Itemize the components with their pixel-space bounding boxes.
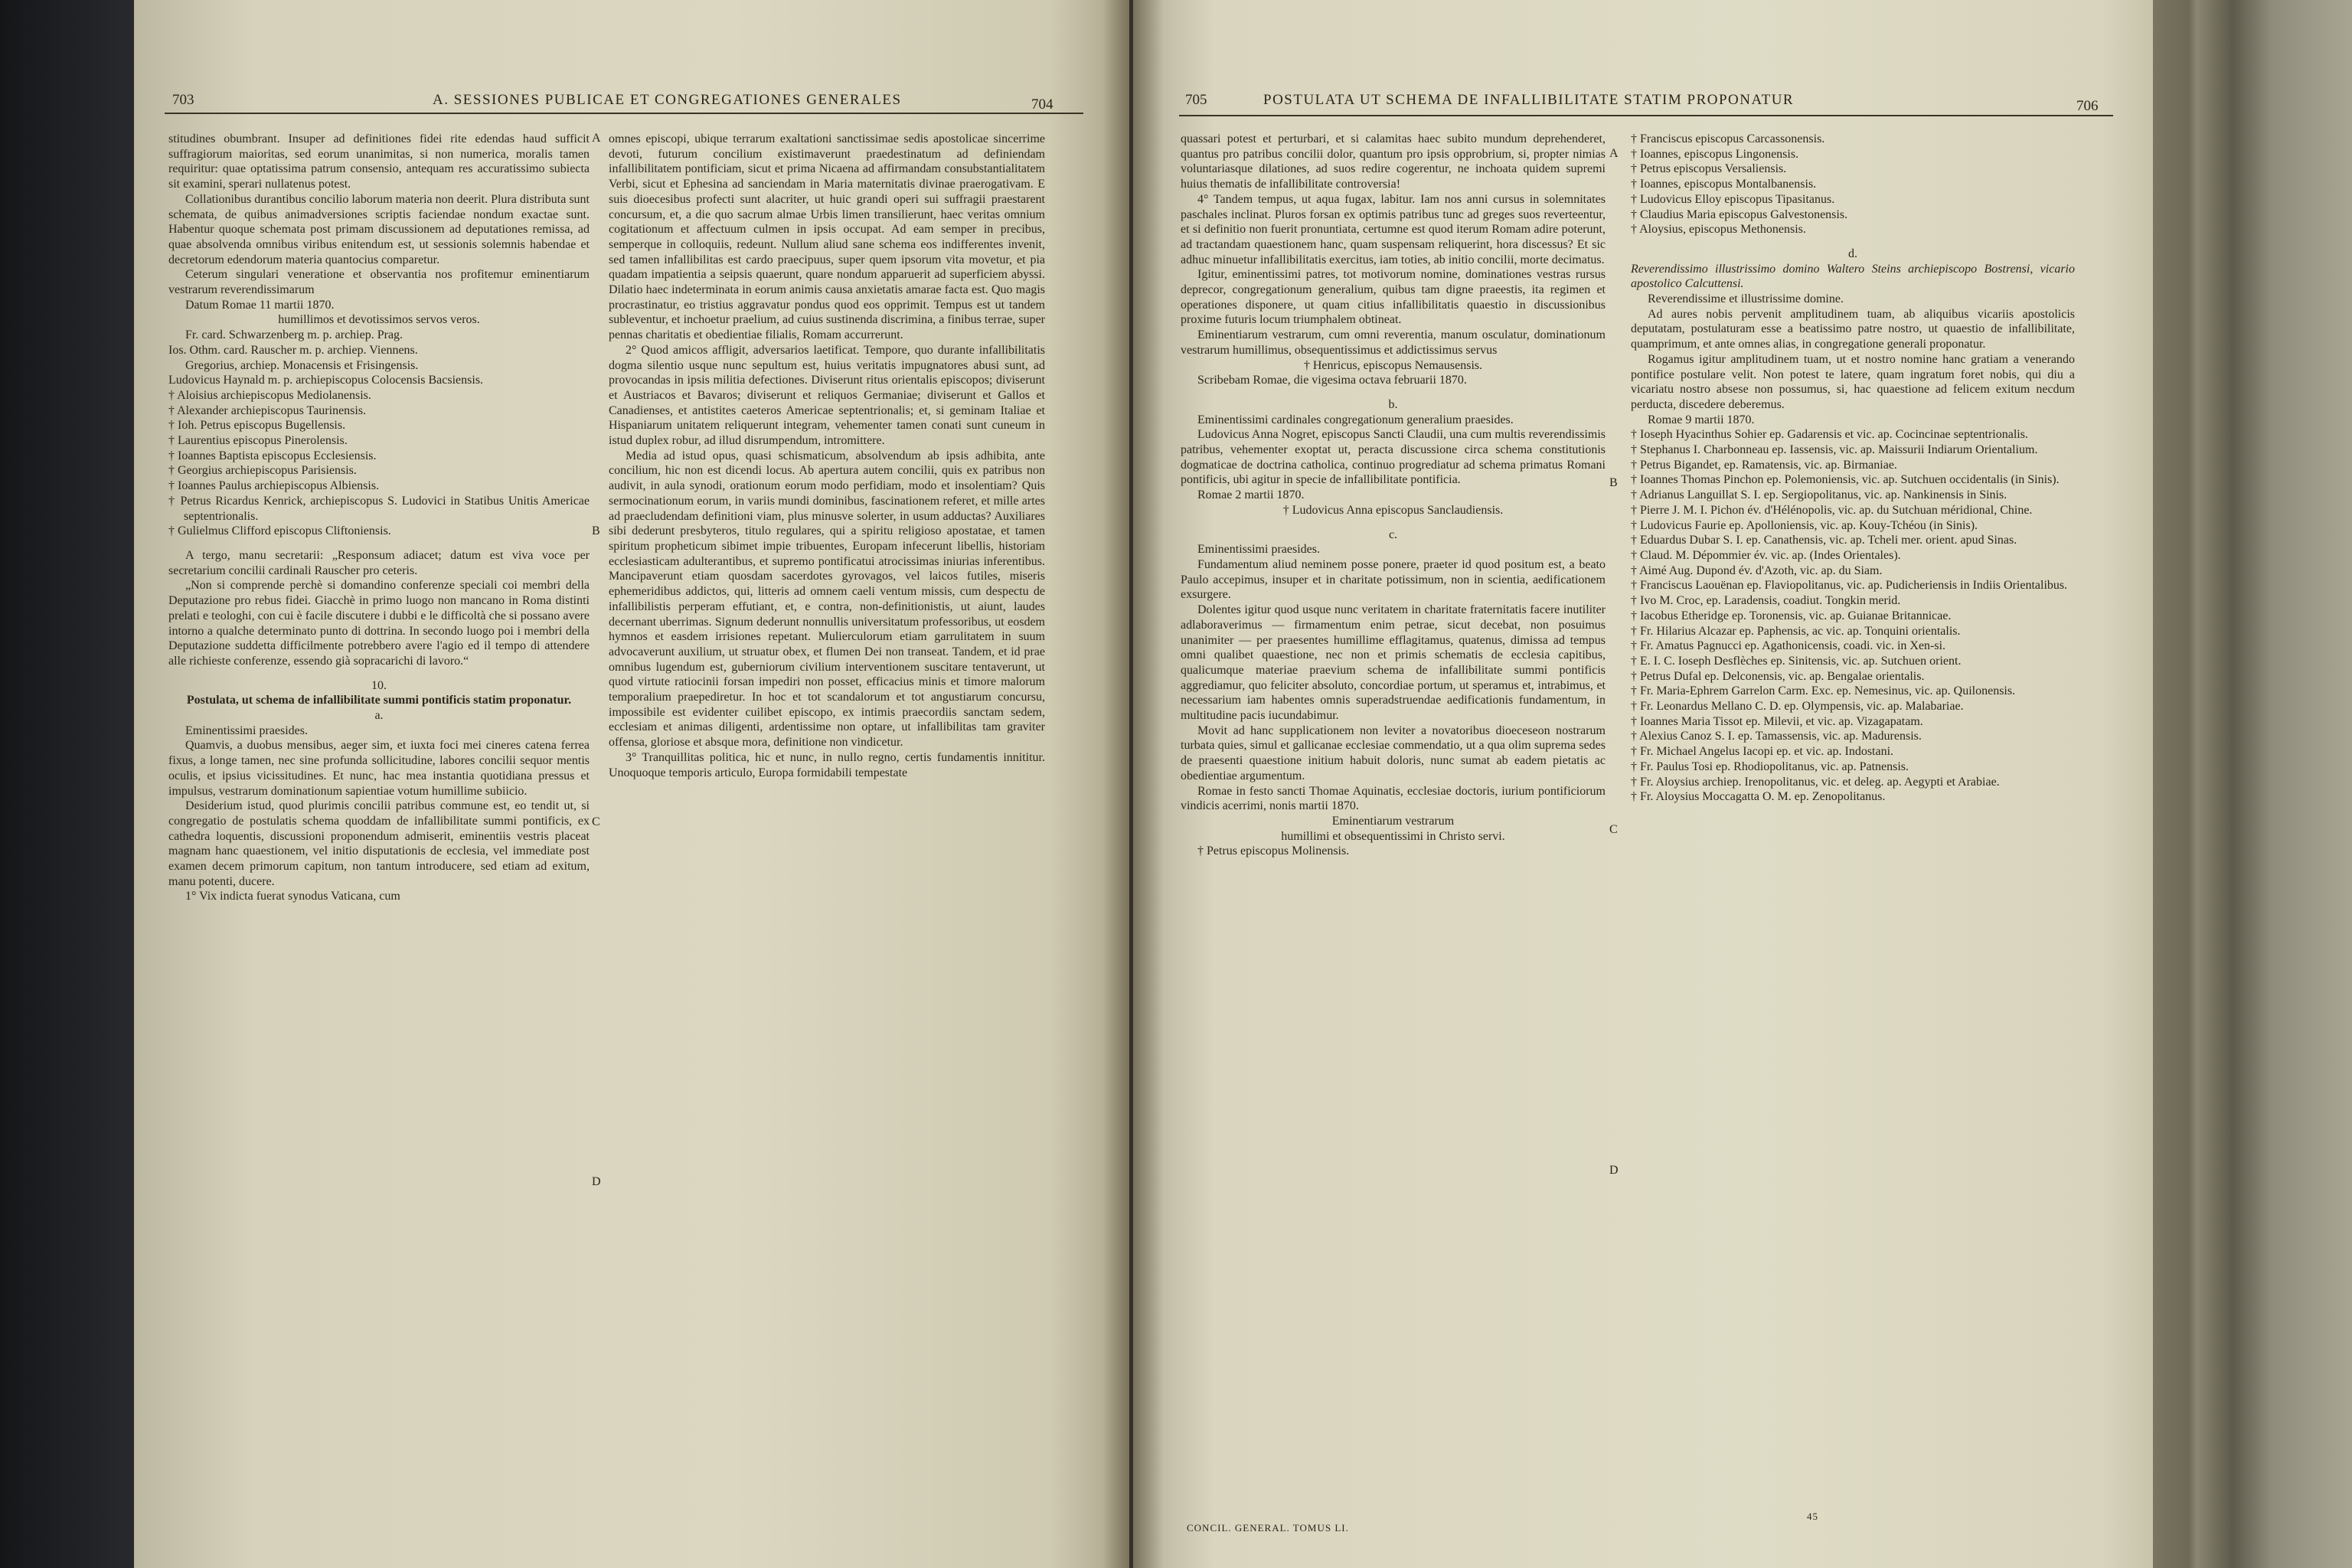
page-number-right: 704 <box>1031 96 1054 113</box>
paragraph: b. <box>1388 397 1398 411</box>
signature-line: † Ioannes Thomas Pinchon ep. Polemoniensis, vic. ap. Sutchuen occidentalis (in Sinis). <box>1631 473 2060 487</box>
signature-line: † Claud. M. Dépommier év. vic. ap. (Indes Orientales). <box>1631 548 1901 562</box>
book-gutter <box>1102 0 1164 1568</box>
signature-line: † Franciscus Laouënan ep. Flaviopolitanus, vic. ap. Pudicheriensis in Indiis Orientalibus. <box>1631 579 2068 593</box>
signature-line: † Laurentius episcopus Pinerolensis. <box>168 434 348 448</box>
paragraph: Igitur, eminentissimi patres, tot motivorum nomine, dominationes vestras rursus deprecor, congregationum generalium, quibus tam digne praeestis, ita regimen et operationes disponere, ut quam citius infallibilitatis quaestio in discussionibus proxime futuris locum triumphalem obtineat. <box>1181 268 1606 327</box>
paragraph: Romae 2 martii 1870. <box>1197 488 1305 502</box>
paragraph: Rogamus igitur amplitudinem tuam, ut et nostro nomine hanc gratiam a venerando pontifice postulare velit. Non potest te latere, quam ingratum foret nobis, qui diu a vicariatu nostro absese non possumus, si, hac quaestione ad felicem exitum necdum perducta, discedere deberemus. <box>1631 352 2075 411</box>
paragraph: Romae in festo sancti Thomae Aquinatis, ecclesiae doctoris, iurium pontificiorum vindicis acerrimi, nonis martii 1870. <box>1181 784 1606 813</box>
section-title: Postulata, ut schema de infallibilitate summi pontificis statim proponatur. <box>186 694 572 707</box>
paragraph: „Non si comprende perchè si domandino conferenze speciali coi membri della Deputazione pro rebus fidei. Giacchè in primo luogo non mancano in Roma distinti prelati e teologhi, con cui è facile discutere i dubbi e le difficoltà che si possano avere intorno a qualche determinato punto di dottrina. In secondo luogo poi i membri della Deputazione suddetta difficilmente potrebbero avere l'agio ed il tempo di attendere alle richieste conferenze, essendo già sopracarichi di lavoro.“ <box>168 579 590 668</box>
paragraph: Eminentissimi praesides. <box>1197 543 1320 557</box>
page-number-left: 703 <box>172 92 194 108</box>
signature-line: † Ioannes Baptista episcopus Ecclesiensis. <box>168 449 377 462</box>
paragraph: quassari potest et perturbari, et si calamitas haec subito mundum deprehenderet, quantus pro patribus concilii dolor, quantum pro ipsis opprobrium, si, propter nimias voluntariasque dilationes, ad suos redire cogerentur, ne inchoata quidem supremi huius thematis de infallibilitate controversia! <box>1181 132 1606 191</box>
spacer <box>1181 518 1606 528</box>
paragraph: Eminentiarum vestrarum, cum omni reverentia, manum osculatur, dominationum vestrarum humillimus, obsequentissimus et addictissimus servus <box>1181 328 1606 357</box>
paragraph: Gregorius, archiep. Monacensis et Frisingensis. <box>185 358 419 372</box>
paragraph: Ios. Othm. card. Rauscher m. p. archiep. Viennens. <box>168 343 418 357</box>
signature-line: † Fr. Leonardus Mellano C. D. ep. Olympensis, vic. ap. Malabariae. <box>1631 700 1964 714</box>
signature-line: † Ivo M. Croc, ep. Laradensis, coadiut. Tongkin merid. <box>1631 594 1901 608</box>
signature-line: † Aloisius archiepiscopus Mediolanensis. <box>168 388 371 402</box>
text-column-right <box>609 132 1045 780</box>
paragraph: Quamvis, a duobus mensibus, aeger sim, et iuxta foci mei cineres catena ferrea fixus, a longe tamen, nec sine profunda sollicitudine, labores concilii sequor mentis oculis, et ipsius vicissitudines. Et nunc, hac mea instantia quotidiana pressus et impulsus, vestrarum dominationum sapientiae votum humillime subiicio. <box>168 739 590 798</box>
paragraph: Ceterum singulari veneratione et observantia nos profitemur eminentiarum vestrarum reverendissimarum <box>168 268 590 297</box>
paragraph: Movit ad hanc supplicationem non leviter a novatoribus dioeceseon nostrarum turbata quies, simul et gallicanae ecclesiae commendatio, ut a qua olim suprema sedes de praesenti quaestione initium habuit doloris, nunc sumat ab eadem pietatis ac obedientiae argumentum. <box>1181 724 1606 782</box>
signature-line: † Alexander archiepiscopus Taurinensis. <box>168 403 367 417</box>
paragraph: Ludovicus Haynald m. p. archiepiscopus Colocensis Bacsiensis. <box>168 374 484 387</box>
signature-line: † Ioseph Hyacinthus Sohier ep. Gadarensis et vic. ap. Cocincinae septentrionalis. <box>1631 428 2028 442</box>
margin-marker-c: C <box>1609 823 1618 836</box>
signature-line: † Franciscus episcopus Carcassonensis. <box>1631 132 1825 145</box>
footer-volume: CONCIL. GENERAL. TOMUS LI. <box>1187 1522 1349 1534</box>
signature-line: † Claudius Maria episcopus Galvestonensis. <box>1631 207 1848 221</box>
signature-line: † Fr. Michael Angelus Iacopi ep. et vic. ap. Indostani. <box>1631 745 1894 759</box>
signature-line: † Petrus Ricardus Kenrick, archiepiscopus S. Ludovici in Statibus Unitis Americae septentrionalis. <box>168 494 590 523</box>
margin-marker-d: D <box>592 1175 601 1188</box>
signature-line: † Petrus Dufal ep. Delconensis, vic. ap. Bengalae orientalis. <box>1631 669 1925 683</box>
paragraph: Datum Romae 11 martii 1870. <box>185 298 335 312</box>
book-edge-background <box>2153 0 2352 1568</box>
paragraph: Dolentes igitur quod usque nunc veritatem in charitate fraternitatis facere inutiliter adlaboraverimus — firmamentum enim petrae, sicut decebat, non posuimus unanimiter — per praesentes humillime efflagitamus, quatenus, dimissa ad tempus omni qualibet quaestione, nec non et primis schematis de ecclesia capitibus, qualicumque materiae praevium schema de infallibilitate summi pontificis aggrediamur, quo feliciter absoluto, concordiae portum, ut speramus et, intrabimus, et necessarium iam habentes omnis superadstruendae aedificationis fundamentum, in multitudine pacis iucundabimur. <box>1181 603 1606 723</box>
text-column-left <box>168 132 590 904</box>
paragraph: stitudines obumbrant. Insuper ad definitiones fidei rite edendas haud sufficit suffragiorum maioritas, sed eorum unanimitas, si non numerica, moralis tamen requiritur: quae optatissima patrum consensio, antequam res accuratissimo subiecta sit examini, sperari nullatenus potest. <box>168 132 590 191</box>
signature-line: † Fr. Aloysius Moccagatta O. M. ep. Zenopolitanus. <box>1631 790 1886 804</box>
paragraph: omnes episcopi, ubique terrarum exaltationi sanctissimae sedis apostolicae sincerrime devoti, futurum concilium existimaverunt praedestinatum ad definiendam infallibilitatem pontificiam, sicut et prima Nicaena ad affirmandam consubstantialitatem Verbi, sicut et Ephesina ad sanciendam in Maria maternitatis divinae praerogativam. E suis dioecesibus profecti sunt alacriter, ut huic grandi operi sui suffragii praestarent concursum, et, a die quo sacrum almae Urbis limen transilierunt, haec veritas omnium cogitationum et affectuum culmen in ipsis occupat. Ad eam semper in precibus, semperque in colloquiis, redeunt. Nullum aliud sane schema eos indifferentes invenit, sed tamen infallibilitas est cardo praecipuus, super quem ipsorum vita movetur, et pia quadam impatientia a seipsis quaerunt, quare nondum apparuerit ad superficiem abyssi. Dilatio haec indeterminata in eorum animis causa anxietatis amarae facta est. Quo magis procrastinatur, eo tristius aggravatur pondus quod eos opprimit. Tempus est ut tandem subleventur, et inchoetur praelium, ad cuius sustinenda discrimina, a finibus terrae, super pennas charitatis et obedientiae filialis, Romam accurrerunt. <box>609 132 1045 342</box>
margin-marker-d: D <box>1609 1164 1619 1177</box>
paragraph: Romae 9 martii 1870. <box>1648 413 1755 426</box>
paragraph: 2° Quod amicos affligit, adversarios laetificat. Tempore, quo durante infallibilitatis dogma silentio usque nunc sepultum est, huius veritatis impugnatores abusi sunt, ad provocandas in ipsis militia defectiones. Diviserunt ritus orientalis episcopos; diviserunt et Austriacos et Bavaros; diviserunt et reliquos Germaniae; diviserunt et Gallos et Canadienses, et antistites caeteros Americae septentrionalis; et, si geminam Italiae et Hispaniarum unitatem reliquerunt integram, vehementer tamen conati sunt cuneum in istud duplex robur, ad illud disrumpendum, intromittere. <box>609 343 1045 448</box>
paragraph: † Petrus episcopus Molinensis. <box>1197 844 1350 858</box>
left-page <box>134 0 1129 1568</box>
spacer <box>168 669 590 678</box>
page-number-right: 706 <box>2076 98 2099 114</box>
paragraph: Fr. card. Schwarzenberg m. p. archiep. Prag. <box>185 328 403 342</box>
signature-line: † Alexius Canoz S. I. ep. Tamassensis, vic. ap. Madurensis. <box>1631 730 1922 743</box>
paragraph: c. <box>1388 528 1398 541</box>
spacer <box>168 539 590 548</box>
signature-line: † Georgius archiepiscopus Parisiensis. <box>168 464 357 478</box>
paragraph: Ludovicus Anna Nogret, episcopus Sancti Claudii, una cum multis reverendissimis patribus, vehementer exoptat ut, peracta discussione circa schema constitutionis dogmaticae de doctrina catholica, continuo progrediatur ad schema primatus Romani pontificis, ubi agitur in specie de infallibilitate pontificia. <box>1181 428 1606 487</box>
signature-line: † Ioh. Petrus episcopus Bugellensis. <box>168 419 346 433</box>
paragraph: Eminentissimi praesides. <box>185 724 308 737</box>
paragraph: Desiderium istud, quod plurimis concilii patribus commune est, eo tendit ut, si congregatio de postulatis schema quoddam de infallibilitate summi pontificis, ex cathedra loquentis, discussioni proponendum admiserit, eminentiis vestris placeat magnam hanc quaestionem, vel initio disputationis de ecclesia, vel immediate post examen decem primorum capitum, non tantum introducere, sed etiam ad exitum, manu potenti, ducere. <box>168 799 590 888</box>
signature-line: † Pierre J. M. I. Pichon év. d'Hélénopolis, vic. ap. du Sutchuan méridional, Chine. <box>1631 503 2033 517</box>
signature-line: † Eduardus Dubar S. I. ep. Canathensis, vic. ap. Tcheli mer. orient. apud Sinas. <box>1631 534 2017 547</box>
paragraph: Ad aures nobis pervenit amplitudinem tuam, ab aliquibus vicariis apostolicis deputatam, postulaturam esse a beatissimo patre nostro, ut quaestio de infallibilitate, quamprimum, et ante omnes alias, in congregatione generali proponatur. <box>1631 307 2075 351</box>
signature-line: † Fr. Hilarius Alcazar ep. Paphensis, ac vic. ap. Tonquini orientalis. <box>1631 624 1961 638</box>
spacer <box>1181 388 1606 397</box>
text-column-right <box>1631 132 2075 805</box>
margin-marker-a: A <box>592 132 601 145</box>
header-rule <box>1179 115 2113 116</box>
signature-line: † Gulielmus Clifford episcopus Cliftoniensis. <box>168 524 391 538</box>
signature-line: † Aimé Aug. Dupond év. d'Azoth, vic. ap. du Siam. <box>1631 564 1883 577</box>
signature-line: † Petrus Bigandet, ep. Ramatensis, vic. ap. Birmaniae. <box>1631 458 1897 472</box>
signature-line: † Ludovicus Faurie ep. Apolloniensis, vic. ap. Kouy-Tchéou (in Sinis). <box>1631 518 1978 532</box>
signature-line: † Fr. Aloysius archiep. Irenopolitanus, vic. et deleg. ap. Aegypti et Arabiae. <box>1631 775 2000 789</box>
margin-marker-a: A <box>1609 147 1619 160</box>
running-header: A. SESSIONES PUBLICAE ET CONGREGATIONES GENERALES <box>433 92 902 108</box>
margin-marker-c: C <box>592 815 600 828</box>
paragraph: 3° Tranquillitas politica, hic et nunc, in nullo regno, certis fundamentis innititur. Unoquoque temporis articulo, Europa formidabili tempestate <box>609 750 1045 779</box>
paragraph: 1° Vix indicta fuerat synodus Vaticana, cum <box>185 890 400 903</box>
right-page <box>1133 0 2153 1568</box>
paragraph: Reverendissimo illustrissimo domino Waltero Steins archiepiscopo Bostrensi, vicario apostolico Calcuttensi. <box>1631 262 2075 291</box>
paragraph: Scribebam Romae, die vigesima octava februarii 1870. <box>1197 374 1467 387</box>
footer-signature: 45 <box>1807 1511 1818 1522</box>
signature-line: † Fr. Maria-Ephrem Garrelon Carm. Exc. ep. Nemesinus, vic. ap. Quilonensis. <box>1631 684 2016 698</box>
running-header: POSTULATA UT SCHEMA DE INFALLIBILITATE STATIM PROPONATUR <box>1263 92 1795 108</box>
paragraph: humillimos et devotissimos servos veros. <box>278 313 480 327</box>
paragraph: d. <box>1848 247 1857 260</box>
paragraph: † Henricus, episcopus Nemausensis. <box>1303 358 1483 372</box>
signature-line: † Iacobus Etheridge ep. Toronensis, vic. ap. Guianae Britannicae. <box>1631 609 1952 622</box>
signature-line: † Fr. Paulus Tosi ep. Rhodiopolitanus, vic. ap. Patnensis. <box>1631 760 1909 773</box>
paragraph: 10. <box>371 678 387 692</box>
margin-marker-b: B <box>592 524 600 537</box>
signature-line: † Ioannes, episcopus Lingonensis. <box>1631 147 1799 161</box>
background-edge <box>0 0 153 1568</box>
spacer <box>1631 237 2075 247</box>
paragraph: 4° Tandem tempus, ut aqua fugax, labitur. Iam nos anni cursus in solemnitates paschales inclinat. Pluros forsan ex optimis patribus tunc ad greges suos reverteentur, et si definitio non fuerit pronuntiata, certumne est quod iterum Romam adire poterunt, ad tractandam quaestionem hanc, quam suspensam reliquerint, hora discessus? Et sic adhuc minuetur infallibilitatis exercitus, iam toties, ab initio concilii, morte decimatus. <box>1181 192 1606 266</box>
paragraph: † Ludovicus Anna episcopus Sanclaudiensis. <box>1282 503 1504 517</box>
paragraph: Fundamentum aliud neminem posse ponere, praeter id quod positum est, a beato Paulo accepimus, insuper et in charitate potissimum, non in scientia, aedificationem exsurgere. <box>1181 557 1606 602</box>
header-rule <box>165 113 1083 114</box>
signature-line: † Ioannes Paulus archiepiscopus Albiensis. <box>168 479 380 493</box>
paragraph: Reverendissime et illustrissime domine. <box>1648 292 1844 306</box>
signature-line: † Fr. Amatus Pagnucci ep. Agathonicensis, coadi. vic. in Xen-si. <box>1631 639 1946 653</box>
paragraph: Collationibus durantibus concilio laborum materia non deerit. Plura distributa sunt schemata, de quibus animadversiones scriptis faciendae nondum exactae sunt. Habentur quoque schemata post primam discussionem ad deputationes remissa, ad quae absolvenda omnibus viribus enitendum est, ut sessionis solemnis habendae et decretorum edendorum materia quantocius comparetur. <box>168 192 590 266</box>
paragraph: a. <box>374 709 384 723</box>
paragraph: Eminentiarum vestrarum <box>1331 814 1455 828</box>
signature-line: † Ioannes Maria Tissot ep. Milevii, et vic. ap. Vizagapatam. <box>1631 714 1923 728</box>
paragraph: A tergo, manu secretarii: „Responsum adiacet; datum est viva voce per secretarium concilii cardinali Rauscher pro ceteris. <box>168 548 590 577</box>
signature-line: † Ludovicus Elloy episcopus Tipasitanus. <box>1631 192 1835 206</box>
signature-line: † Petrus episcopus Versaliensis. <box>1631 162 1787 176</box>
paragraph: Media ad istud opus, quasi schismaticum, absolvendum ab ipsis adhibita, ante concilium, hic non est dicendi locus. Ab apertura autem concilii, quis ex patribus non audivit, in aula synodi, orationum eorum modo perfidiam, modo et insolentiam? Quis sermocinationum eorum, in variis mundi dominibus, fascinationem referet, et mille artes ad praecludendam definitioni viam, plus minusve solerter, in usum adductas? Auxiliares sibi dederunt presbyteros, titulo regulares, qui a spiritu religioso apostatae, et tamen spiritum propheticum sibimet impie tribuentes, Europam infecerunt libellis, historiam ecclesiasticam adulterantibus, et supremo pontificatui atrocissimas iniurias inferentibus. Mancipaverunt etiam quosdam sacerdotes gyrovagos, vel laicos futiles, miseris ephemeridibus addictos, qui, litteris ad omnem caeli ventum missis, cum despectu de infallibilistis perperam effutiant, et, e contra, non-definitionistis, ut aiunt, laudes decernant uberrimas. Signum dederunt nonnullis universitatum professoribus, ut eosdem hymnos et easdem irrisiones repetant. Mulierculorum etiam garrulitatem in suum advocaverunt auxilium, ut struatur obex, et flumen Dei non transeat. Tandem, et id prae omnibus lugendum est, guberniorum civilium interventionem suscitare tentaverunt, ut quod virtute ratiocinii forsan impediri non posset, efficacius minis et timore malorum temporalium praepediretur. In hoc et tot scandalorum et tot angustiarum concursu, impossibile est evidenter cuilibet episcopo, ex intimis praecordiis sanctam sedem, ecclesiam et animas diligenti, ardentissime non optare, ut infallibilitas tam graviter offensa, gloriose et absque mora, definitione non vindicetur. <box>609 449 1045 750</box>
signature-line: † Adrianus Languillat S. I. ep. Sergiopolitanus, vic. ap. Nankinensis in Sinis. <box>1631 488 2007 502</box>
text-column-left <box>1181 132 1606 859</box>
signature-line: † Stephanus I. Charbonneau ep. Iassensis, vic. ap. Maissurii Indiarum Orientalium. <box>1631 443 2038 457</box>
signature-line: † Ioannes, episcopus Montalbanensis. <box>1631 178 1817 191</box>
page-number-left: 705 <box>1185 92 1207 108</box>
paragraph: Eminentissimi cardinales congregationum generalium praesides. <box>1197 413 1514 426</box>
signature-line: † Aloysius, episcopus Methonensis. <box>1631 223 1806 237</box>
signature-line: † E. I. C. Ioseph Desflèches ep. Sinitensis, vic. ap. Sutchuen orient. <box>1631 654 1962 668</box>
paragraph: humillimi et obsequentissimi in Christo servi. <box>1281 829 1505 843</box>
margin-marker-b: B <box>1609 476 1618 489</box>
